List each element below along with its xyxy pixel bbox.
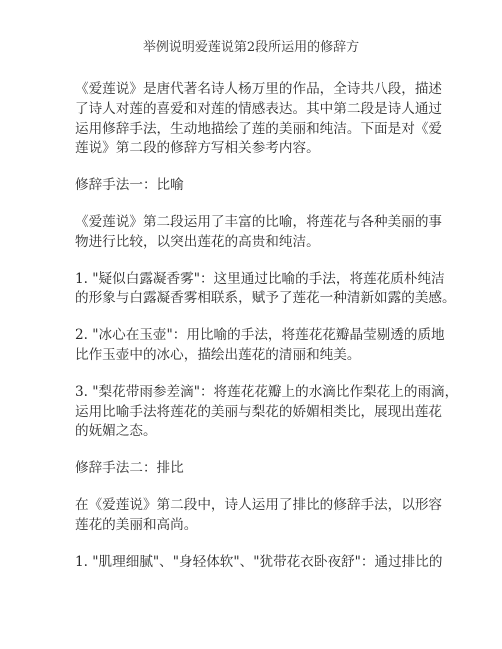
section1-item-3 [75, 383, 459, 442]
intro-paragraph [75, 80, 447, 159]
section-heading-parallelism: 修辞手法二：排比 [75, 460, 184, 477]
document-title: 举例说明爱莲说第2段所运用的修辞方 [142, 40, 360, 55]
item-line: 1. "疑似白露凝香雾"：这里通过比喻的手法，将莲花质朴纯洁 [75, 270, 445, 287]
item-line: 3. "梨花带雨参差滴"：将莲花花瓣上的水滴比作梨花上的雨滴， [75, 383, 459, 400]
item-line: 运用比喻手法将莲花的美丽与梨花的娇媚相类比，展现出莲花 [75, 403, 443, 420]
section-heading-metaphor: 修辞手法一：比喻 [75, 177, 184, 194]
intro-line: 莲说》第二段的修辞方写相关参考内容。 [75, 140, 320, 157]
item-line: 的妩媚之态。 [75, 423, 157, 440]
intro-line: 运用修辞手法，生动地描绘了莲的美丽和纯洁。下面是对《爱 [75, 120, 443, 137]
summary-line: 物进行比较，以突出莲花的高贵和纯洁。 [75, 233, 320, 250]
item-line: 1. "肌理细腻"、"身轻体软"、"犹带花衣卧夜舒"：通过排比的 [75, 553, 443, 570]
section2-summary [75, 496, 447, 536]
section1-item-1 [75, 270, 456, 310]
summary-line: 《爱莲说》第二段运用了丰富的比喻，将莲花与各种美丽的事 [75, 213, 443, 230]
summary-line: 在《爱莲说》第二段中，诗人运用了排比的修辞手法，以形容 [75, 496, 443, 513]
intro-line: 了诗人对莲的喜爱和对莲的情感表达。其中第二段是诗人通过 [75, 100, 443, 117]
item-line: 2. "冰心在玉壶"：用比喻的手法，将莲花花瓣晶莹剔透的质地 [75, 327, 445, 344]
summary-line: 莲花的美丽和高尚。 [75, 516, 198, 533]
document-body [75, 80, 459, 589]
intro-line: 《爱莲说》是唐代著名诗人杨万里的作品，全诗共八段，描述 [75, 81, 443, 97]
item-line: 的形象与白露凝香雾相联系，赋予了莲花一种清新如露的美感。 [75, 290, 456, 307]
section1-item-2 [75, 326, 447, 366]
item-line: 比作玉壶中的冰心，描绘出莲花的清丽和纯美。 [75, 346, 361, 363]
section1-summary [75, 213, 447, 253]
section2-item-1 [75, 553, 447, 573]
